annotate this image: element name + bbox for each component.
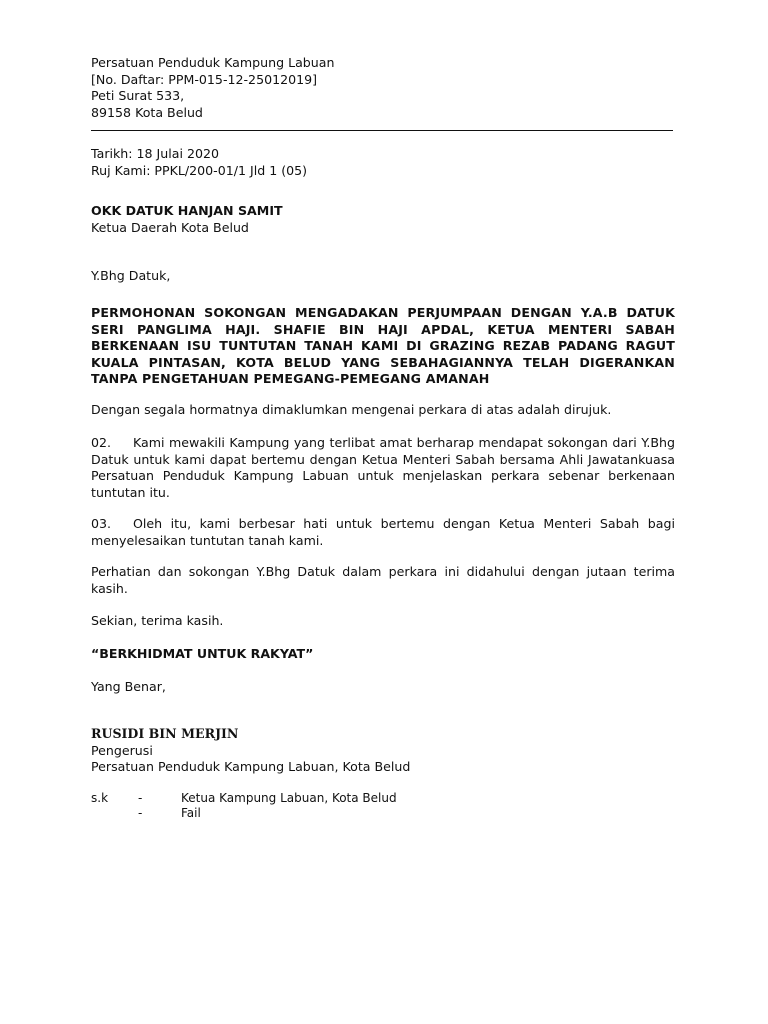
letter-reference: Ruj Kami: PPKL/200-01/1 Jld 1 (05) [91,162,308,178]
letter-date: Tarikh: 18 Julai 2020 [91,146,220,161]
letter-meta [91,146,675,179]
sign-off [91,679,675,696]
sign-off-text: Yang Benar, [91,679,166,694]
paragraph-thanks [91,564,675,597]
recipient-name: OKK DATUK HANJAN SAMIT [91,203,283,218]
sender-po-box: Peti Surat 533, [91,88,185,104]
cc-row [91,791,397,806]
cc-label: s.k [91,791,109,805]
closing-text: Sekian, terima kasih. [91,613,224,628]
paragraph-intro [91,402,675,419]
sender-address [91,55,675,121]
salutation [91,268,675,285]
cc-dash: - [138,791,143,805]
subject-text: PERMOHONAN SOKONGAN MENGADAKAN PERJUMPAAN DENGAN Y.A.B DATUK SERI PANGLIMA HAJI. SHAFIE BIN HAJI APDAL, KETUA MENTERI SABAH BERKENAAN ISU TUNTUTAN TANAH KAMI DI GRAZING REZAB PADANG RAGUT KUALA PINTASAN, KOTA BELUD YANG SEBAHAGIANNYA TELAH DIGERANKAN TANPA PENGETAHUAN PEMEGANG-PEMEGANG AMANAH [91,305,675,387]
subject-heading [91,305,675,388]
cc-item: Fail [181,806,201,820]
cc-row [91,806,397,821]
paragraph-02 [91,435,675,501]
signatory-organisation: Persatuan Penduduk Kampung Labuan, Kota Belud [91,759,411,775]
closing [91,613,675,630]
motto [91,646,675,663]
sender-name: Persatuan Penduduk Kampung Labuan [91,55,335,70]
paragraph-03-text: Oleh itu, kami berbesar hati untuk bertemu dengan Ketua Menteri Sabah bagi menyelesaikan tuntutan tanah kami. [91,516,675,548]
header-divider [91,130,673,131]
intro-text: Dengan segala hormatnya dimaklumkan mengenai perkara di atas adalah dirujuk. [91,402,612,417]
paragraph-03-number: 03. [91,516,112,531]
paragraph-02-number: 02. [91,435,112,450]
motto-text: “BERKHIDMAT UNTUK RAKYAT” [91,646,314,661]
sender-reg-no: [No. Daftar: PPM-015-12-25012019] [91,71,318,87]
sender-postcode-city: 89158 Kota Belud [91,104,203,120]
signatory-position: Pengerusi [91,742,153,758]
thanks-text: Perhatian dan sokongan Y.Bhg Datuk dalam perkara ini didahului dengan jutaan terima kasih. [91,564,675,596]
signatory-name: RUSIDI BIN MERJIN [91,726,239,741]
signatory-block [91,726,675,776]
salutation-text: Y.Bhg Datuk, [91,268,171,283]
cc-dash: - [138,806,143,820]
paragraph-03 [91,516,675,549]
cc-item: Ketua Kampung Labuan, Kota Belud [181,791,397,805]
cc-list [91,791,397,821]
paragraph-02-text: Kami mewakili Kampung yang terlibat amat berharap mendapat sokongan dari Y.Bhg Datuk untuk kami dapat bertemu dengan Ketua Menteri Sabah bersama Ahli Jawatankuasa Persatuan Penduduk Kampung Labuan untuk menjelaskan perkara sebenar berkenaan tuntutan itu. [91,435,675,500]
recipient-title: Ketua Daerah Kota Belud [91,219,249,235]
recipient-block [91,203,675,236]
